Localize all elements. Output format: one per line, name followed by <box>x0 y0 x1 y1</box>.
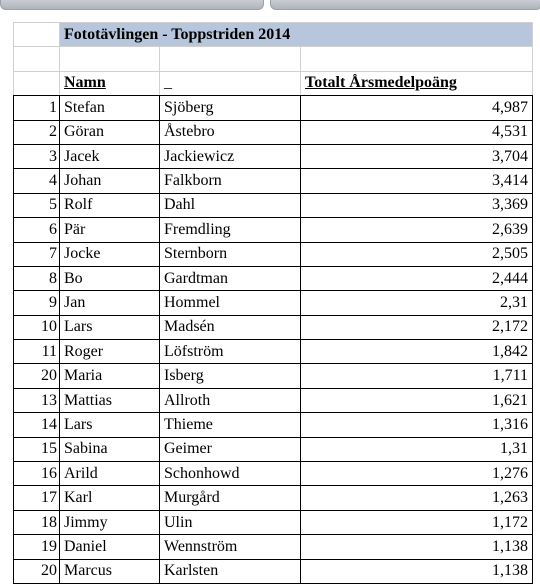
score-cell[interactable]: 2,505 <box>301 242 533 266</box>
last-name-cell[interactable]: Dahl <box>160 193 301 217</box>
rank-cell[interactable]: 18 <box>14 510 60 534</box>
table-row <box>14 218 533 242</box>
last-name-cell[interactable]: Schonhowd <box>160 462 301 486</box>
table-row <box>14 242 533 266</box>
table-row <box>14 315 533 339</box>
table-row <box>14 291 533 315</box>
last-name-cell[interactable]: Geimer <box>160 437 301 461</box>
score-cell[interactable]: 3,704 <box>301 144 533 168</box>
score-cell[interactable]: 4,531 <box>301 120 533 144</box>
first-name-cell[interactable]: Pär <box>60 218 160 242</box>
first-name-cell[interactable]: Maria <box>60 364 160 388</box>
toolbar-tab-left[interactable] <box>0 0 264 10</box>
table-row <box>14 193 533 217</box>
table-row <box>14 437 533 461</box>
score-cell[interactable]: 1,276 <box>301 462 533 486</box>
score-cell[interactable]: 3,414 <box>301 169 533 193</box>
first-name-cell[interactable]: Jan <box>60 291 160 315</box>
score-cell[interactable]: 1,263 <box>301 486 533 510</box>
score-cell[interactable]: 1,316 <box>301 413 533 437</box>
first-name-cell[interactable]: Lars <box>60 413 160 437</box>
header-name[interactable]: Namn <box>60 71 160 95</box>
top-toolbar <box>0 0 540 13</box>
first-name-cell[interactable]: Johan <box>60 169 160 193</box>
last-name-cell[interactable]: Åstebro <box>160 120 301 144</box>
spreadsheet-table <box>13 22 533 584</box>
table-row <box>14 510 533 534</box>
score-cell[interactable]: 1,138 <box>301 535 533 559</box>
table-row <box>14 559 533 583</box>
table-row <box>14 413 533 437</box>
last-name-cell[interactable]: Fremdling <box>160 218 301 242</box>
score-cell[interactable]: 1,138 <box>301 559 533 583</box>
rank-cell[interactable]: 1 <box>14 96 60 120</box>
last-name-cell[interactable]: Karlsten <box>160 559 301 583</box>
first-name-cell[interactable]: Stefan <box>60 96 160 120</box>
score-cell[interactable]: 2,172 <box>301 315 533 339</box>
rank-cell[interactable]: 17 <box>14 486 60 510</box>
last-name-cell[interactable]: Falkborn <box>160 169 301 193</box>
sheet-title[interactable]: Fototävlingen - Toppstriden 2014 <box>60 23 533 47</box>
table-row <box>14 169 533 193</box>
rank-cell[interactable]: 6 <box>14 218 60 242</box>
score-cell[interactable]: 4,987 <box>301 96 533 120</box>
table-row <box>14 96 533 120</box>
table-row <box>14 144 533 168</box>
last-name-cell[interactable]: Gardtman <box>160 266 301 290</box>
first-name-cell[interactable]: Daniel <box>60 535 160 559</box>
table-row <box>14 340 533 364</box>
rank-cell[interactable]: 20 <box>14 364 60 388</box>
table-row <box>14 120 533 144</box>
rank-cell[interactable]: 2 <box>14 120 60 144</box>
first-name-cell[interactable]: Mattias <box>60 388 160 412</box>
table-row <box>14 364 533 388</box>
table-row <box>14 535 533 559</box>
score-cell[interactable]: 1,842 <box>301 340 533 364</box>
score-cell[interactable]: 2,31 <box>301 291 533 315</box>
first-name-cell[interactable]: Karl <box>60 486 160 510</box>
rank-cell[interactable]: 15 <box>14 437 60 461</box>
first-name-cell[interactable]: Roger <box>60 340 160 364</box>
rank-cell[interactable]: 10 <box>14 315 60 339</box>
table-row <box>14 23 533 47</box>
score-cell[interactable]: 1,621 <box>301 388 533 412</box>
last-name-cell[interactable]: Murgård <box>160 486 301 510</box>
score-cell[interactable]: 2,639 <box>301 218 533 242</box>
last-name-cell[interactable]: Madsén <box>160 315 301 339</box>
toolbar-tab-right[interactable] <box>270 0 540 10</box>
first-name-cell[interactable]: Rolf <box>60 193 160 217</box>
table-row <box>14 388 533 412</box>
rank-cell[interactable]: 8 <box>14 266 60 290</box>
rank-cell[interactable]: 5 <box>14 193 60 217</box>
last-name-cell[interactable]: Sjöberg <box>160 96 301 120</box>
cell[interactable] <box>60 47 160 71</box>
table-row <box>14 462 533 486</box>
rank-cell[interactable]: 9 <box>14 291 60 315</box>
table-row <box>14 486 533 510</box>
last-name-cell[interactable]: Sternborn <box>160 242 301 266</box>
header-score[interactable]: Totalt Årsmedelpoäng <box>301 71 533 95</box>
header-lastname[interactable]: _ <box>160 71 301 95</box>
rank-cell[interactable]: 19 <box>14 535 60 559</box>
score-cell[interactable]: 1,172 <box>301 510 533 534</box>
last-name-cell[interactable]: Jackiewicz <box>160 144 301 168</box>
score-cell[interactable]: 2,444 <box>301 266 533 290</box>
rank-cell[interactable]: 4 <box>14 169 60 193</box>
cell[interactable] <box>14 23 60 47</box>
table-row <box>14 47 533 71</box>
first-name-cell[interactable]: Göran <box>60 120 160 144</box>
first-name-cell[interactable]: Sabina <box>60 437 160 461</box>
last-name-cell[interactable]: Wennström <box>160 535 301 559</box>
first-name-cell[interactable]: Marcus <box>60 559 160 583</box>
first-name-cell[interactable]: Jacek <box>60 144 160 168</box>
last-name-cell[interactable]: Hommel <box>160 291 301 315</box>
table-row <box>14 266 533 290</box>
first-name-cell[interactable]: Arild <box>60 462 160 486</box>
score-cell[interactable]: 1,31 <box>301 437 533 461</box>
cell[interactable] <box>14 71 60 95</box>
rank-cell[interactable]: 7 <box>14 242 60 266</box>
first-name-cell[interactable]: Bo <box>60 266 160 290</box>
rank-cell[interactable]: 14 <box>14 413 60 437</box>
score-cell[interactable]: 3,369 <box>301 193 533 217</box>
score-cell[interactable]: 1,711 <box>301 364 533 388</box>
last-name-cell[interactable]: Ulin <box>160 510 301 534</box>
last-name-cell[interactable]: Isberg <box>160 364 301 388</box>
last-name-cell[interactable]: Löfström <box>160 340 301 364</box>
rank-cell[interactable]: 3 <box>14 144 60 168</box>
rank-cell[interactable]: 20 <box>14 559 60 583</box>
first-name-cell[interactable]: Lars <box>60 315 160 339</box>
last-name-cell[interactable]: Thieme <box>160 413 301 437</box>
rank-cell[interactable]: 13 <box>14 388 60 412</box>
rank-cell[interactable]: 11 <box>14 340 60 364</box>
rank-cell[interactable]: 16 <box>14 462 60 486</box>
last-name-cell[interactable]: Allroth <box>160 388 301 412</box>
cell[interactable] <box>301 47 533 71</box>
header-row <box>14 71 533 95</box>
first-name-cell[interactable]: Jimmy <box>60 510 160 534</box>
first-name-cell[interactable]: Jocke <box>60 242 160 266</box>
cell[interactable] <box>160 47 301 71</box>
cell[interactable] <box>14 47 60 71</box>
